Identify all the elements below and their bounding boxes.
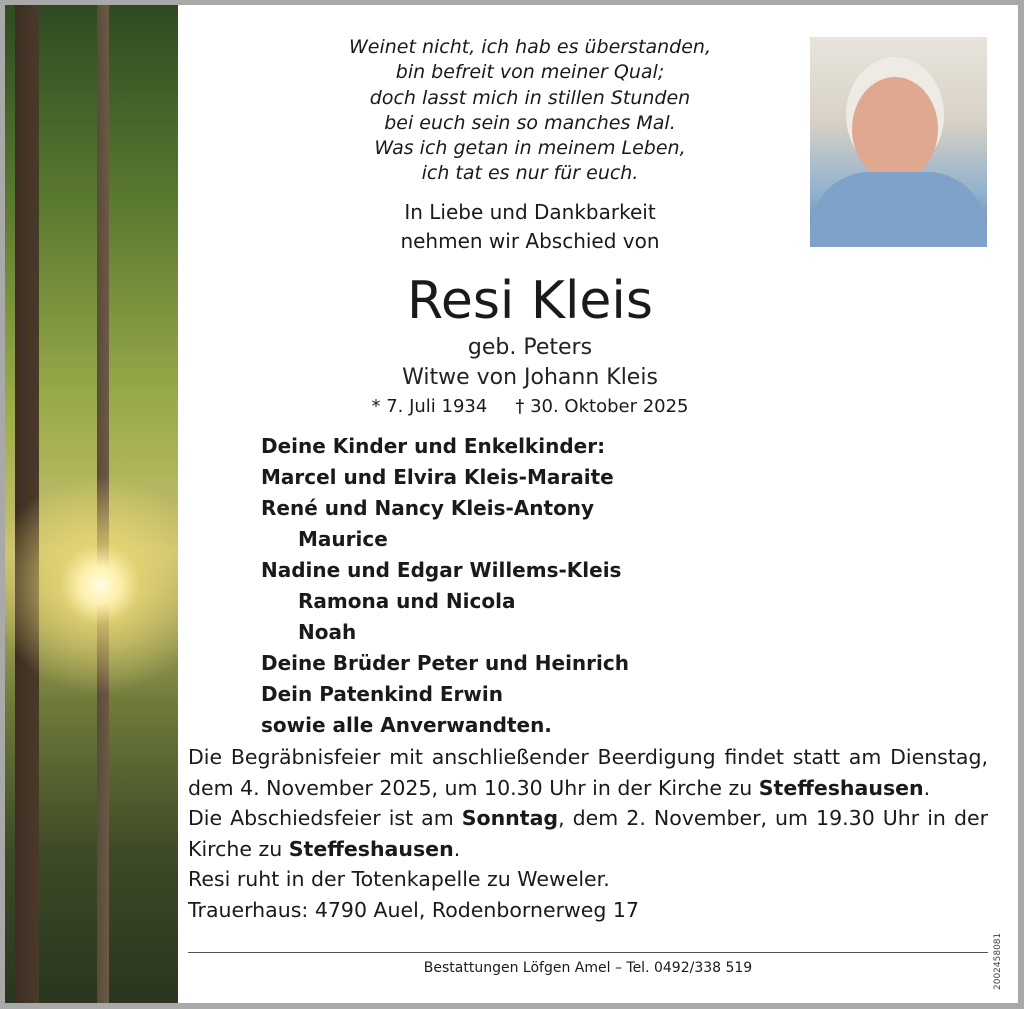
family-line: Dein Patenkind Erwin bbox=[261, 682, 503, 706]
farewell-text: Die Abschiedsfeier ist am bbox=[188, 806, 462, 830]
family-line: Deine Kinder und Enkelkinder: bbox=[261, 434, 606, 458]
family-line: Ramona und Nicola bbox=[298, 589, 516, 613]
farewell-day: Sonntag bbox=[461, 806, 559, 830]
poem-line: bei euch sein so manches Mal. bbox=[384, 111, 676, 134]
farewell-info bbox=[188, 803, 988, 864]
portrait-photo bbox=[810, 37, 987, 247]
poem-line: doch lasst mich in stillen Stunden bbox=[369, 86, 691, 109]
funeral-text: Die Begräbnisfeier mit anschließender Beerdigung findet statt am Dienstag, dem 4. November 2025, um 10.30 Uhr in der Kirche zu bbox=[188, 745, 988, 800]
punct: . bbox=[453, 836, 461, 861]
maiden-name: geb. Peters bbox=[467, 335, 593, 360]
forest-photo bbox=[5, 5, 178, 1003]
widow-of: Witwe von Johann Kleis bbox=[402, 365, 658, 390]
funeral-home: Bestattungen Löfgen Amel – Tel. 0492/338 519 bbox=[423, 960, 753, 976]
farewell-text: , dem 2. November, um 19.30 Uhr in der Kirche zu bbox=[188, 806, 989, 861]
family-line: Marcel und Elvira Kleis-Maraite bbox=[261, 465, 614, 489]
poem-line: ich tat es nur für euch. bbox=[421, 162, 639, 185]
family-line: René und Nancy Kleis-Antony bbox=[261, 496, 595, 520]
deceased-name: Resi Kleis bbox=[407, 271, 653, 331]
obituary-page bbox=[5, 5, 1018, 1003]
intro-line: In Liebe und Dankbarkeit bbox=[404, 200, 656, 224]
resting-place: Resi ruht in der Totenkapelle zu Weweler. bbox=[188, 867, 610, 891]
family-line: Maurice bbox=[298, 527, 388, 551]
ad-code: 2002458081 bbox=[993, 932, 1003, 990]
farewell-place: Steffeshausen bbox=[288, 836, 454, 861]
intro bbox=[255, 198, 805, 256]
birth-date: * 7. Juli 1934 bbox=[371, 396, 488, 417]
poem-line: bin befreit von meiner Qual; bbox=[395, 61, 665, 84]
family-line: Deine Brüder Peter und Heinrich bbox=[261, 651, 629, 675]
poem bbox=[255, 35, 805, 187]
life-dates bbox=[255, 395, 805, 419]
punct: . bbox=[923, 775, 931, 800]
funeral-info bbox=[188, 742, 988, 803]
family-line: Noah bbox=[298, 620, 357, 644]
poem-line: Was ich getan in meinem Leben, bbox=[374, 137, 686, 160]
funeral-place: Steffeshausen bbox=[758, 775, 924, 800]
service-info bbox=[188, 742, 988, 925]
poem-line: Weinet nicht, ich hab es überstanden, bbox=[348, 36, 711, 58]
divider bbox=[188, 952, 988, 953]
subtitle bbox=[255, 333, 805, 393]
intro-line: nehmen wir Abschied von bbox=[400, 229, 660, 253]
family-list bbox=[261, 431, 629, 741]
mourning-house: Trauerhaus: 4790 Auel, Rodenbornerweg 17 bbox=[188, 897, 639, 922]
family-line: sowie alle Anverwandten. bbox=[261, 713, 552, 737]
family-line: Nadine und Edgar Willems-Kleis bbox=[261, 558, 622, 582]
death-date: † 30. Oktober 2025 bbox=[515, 396, 689, 417]
